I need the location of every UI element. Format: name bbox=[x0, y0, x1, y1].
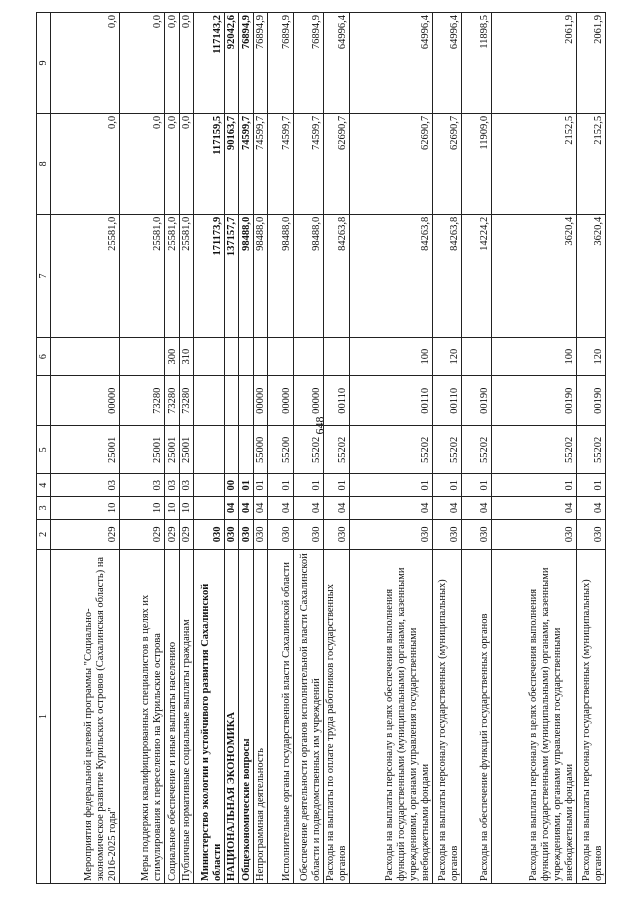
expense-type-code-cell: 100 bbox=[350, 338, 433, 376]
expense-type-code-cell bbox=[324, 338, 350, 376]
expense-type-code-cell: 100 bbox=[491, 338, 576, 376]
amount-2022-cell: 117159,5 bbox=[194, 113, 224, 214]
target-article-part2-cell bbox=[194, 376, 224, 426]
subsection-code-cell: 01 bbox=[294, 474, 324, 497]
budget-table bbox=[36, 12, 606, 884]
column-header: 7 bbox=[37, 214, 51, 338]
section-code-cell: 04 bbox=[350, 497, 433, 520]
ministry-code-cell: 029 bbox=[119, 519, 165, 549]
amount-2023-cell: 76894,9 bbox=[268, 13, 294, 114]
target-article-part1-cell bbox=[194, 426, 224, 474]
amount-2022-cell: 2152,5 bbox=[576, 113, 605, 214]
amount-2022-cell: 62690,7 bbox=[350, 113, 433, 214]
column-header: 2 bbox=[37, 519, 51, 549]
amount-2021-cell: 84263,8 bbox=[433, 214, 462, 338]
target-article-part1-cell: 25001 bbox=[51, 426, 120, 474]
table-row bbox=[268, 13, 294, 884]
section-code-cell: 04 bbox=[462, 497, 491, 520]
amount-2023-cell: 76894,9 bbox=[239, 13, 254, 114]
target-article-part1-cell: 25001 bbox=[165, 426, 180, 474]
target-article-part2-cell: 00110 bbox=[433, 376, 462, 426]
subsection-code-cell: 01 bbox=[433, 474, 462, 497]
amount-2022-cell: 0,0 bbox=[179, 113, 194, 214]
section-code-cell: 04 bbox=[433, 497, 462, 520]
subsection-code-cell: 03 bbox=[51, 474, 120, 497]
row-name-cell: НАЦИОНАЛЬНАЯ ЭКОНОМИКА bbox=[224, 549, 239, 883]
amount-2022-cell: 2152,5 bbox=[491, 113, 576, 214]
subsection-code-cell: 03 bbox=[119, 474, 165, 497]
target-article-part1-cell: 55202 bbox=[324, 426, 350, 474]
amount-2021-cell: 25581,0 bbox=[179, 214, 194, 338]
section-code-cell: 04 bbox=[491, 497, 576, 520]
ministry-code-cell: 030 bbox=[324, 519, 350, 549]
target-article-part1-cell: 55202 bbox=[433, 426, 462, 474]
table-row bbox=[350, 13, 433, 884]
amount-2021-cell: 84263,8 bbox=[324, 214, 350, 338]
section-code-cell: 04 bbox=[324, 497, 350, 520]
ministry-code-cell: 030 bbox=[491, 519, 576, 549]
amount-2023-cell: 2061,9 bbox=[576, 13, 605, 114]
subsection-code-cell: 00 bbox=[224, 474, 239, 497]
amount-2021-cell: 98488,0 bbox=[294, 214, 324, 338]
row-name-cell: Расходы на выплаты персоналу государственных (муниципальных) органов bbox=[433, 549, 462, 883]
target-article-part2-cell bbox=[239, 376, 254, 426]
target-article-part1-cell: 55202 bbox=[350, 426, 433, 474]
column-header: 4 bbox=[37, 474, 51, 497]
table-row bbox=[491, 13, 576, 884]
expense-type-code-cell: 310 bbox=[179, 338, 194, 376]
column-header: 3 bbox=[37, 497, 51, 520]
table-row bbox=[324, 13, 350, 884]
ministry-code-cell: 029 bbox=[179, 519, 194, 549]
subsection-code-cell: 01 bbox=[350, 474, 433, 497]
amount-2021-cell: 14224,2 bbox=[462, 214, 491, 338]
column-header: 6 bbox=[37, 338, 51, 376]
amount-2022-cell: 62690,7 bbox=[433, 113, 462, 214]
target-article-part2-cell: 00000 bbox=[253, 376, 268, 426]
table-row bbox=[433, 13, 462, 884]
table-row bbox=[51, 13, 120, 884]
amount-2023-cell: 76894,9 bbox=[253, 13, 268, 114]
amount-2023-cell: 0,0 bbox=[179, 13, 194, 114]
subsection-code-cell: 01 bbox=[239, 474, 254, 497]
amount-2021-cell: 137157,7 bbox=[224, 214, 239, 338]
target-article-part2-cell: 73280 bbox=[119, 376, 165, 426]
budget-table-container bbox=[36, 12, 606, 884]
amount-2021-cell: 25581,0 bbox=[51, 214, 120, 338]
column-header bbox=[37, 376, 51, 426]
ministry-code-cell: 030 bbox=[462, 519, 491, 549]
row-name-cell: Публичные нормативные социальные выплаты гражданам bbox=[179, 549, 194, 883]
amount-2021-cell: 98488,0 bbox=[239, 214, 254, 338]
target-article-part2-cell: 00190 bbox=[462, 376, 491, 426]
amount-2023-cell: 64996,4 bbox=[433, 13, 462, 114]
subsection-code-cell: 01 bbox=[462, 474, 491, 497]
amount-2023-cell: 0,0 bbox=[119, 13, 165, 114]
ministry-code-cell: 030 bbox=[239, 519, 254, 549]
target-article-part1-cell: 55202 bbox=[491, 426, 576, 474]
table-header-row bbox=[37, 13, 51, 884]
target-article-part2-cell: 00190 bbox=[491, 376, 576, 426]
amount-2021-cell: 25581,0 bbox=[119, 214, 165, 338]
row-name-cell: Расходы на обеспечение функций государственных органов bbox=[462, 549, 491, 883]
column-header: 8 bbox=[37, 113, 51, 214]
table-row bbox=[462, 13, 491, 884]
table-row bbox=[194, 13, 224, 884]
ministry-code-cell: 030 bbox=[294, 519, 324, 549]
amount-2021-cell: 3620,4 bbox=[491, 214, 576, 338]
target-article-part1-cell: 55202 bbox=[294, 426, 324, 474]
target-article-part1-cell bbox=[224, 426, 239, 474]
amount-2023-cell: 76894,9 bbox=[294, 13, 324, 114]
target-article-part1-cell: 55202 bbox=[462, 426, 491, 474]
target-article-part2-cell: 00000 bbox=[268, 376, 294, 426]
table-row bbox=[239, 13, 254, 884]
amount-2021-cell: 98488,0 bbox=[268, 214, 294, 338]
expense-type-code-cell: 300 bbox=[165, 338, 180, 376]
target-article-part2-cell: 00190 bbox=[576, 376, 605, 426]
row-name-cell: Непрограммная деятельность bbox=[253, 549, 268, 883]
table-row bbox=[119, 13, 165, 884]
row-name-cell: Расходы на выплаты по оплате труда работников государственных органов bbox=[324, 549, 350, 883]
expense-type-code-cell bbox=[268, 338, 294, 376]
section-code-cell: 04 bbox=[239, 497, 254, 520]
section-code-cell bbox=[194, 497, 224, 520]
amount-2021-cell: 98488,0 bbox=[253, 214, 268, 338]
ministry-code-cell: 030 bbox=[576, 519, 605, 549]
amount-2021-cell: 3620,4 bbox=[576, 214, 605, 338]
row-name-cell: Расходы на выплаты персоналу государственных (муниципальных) органов bbox=[576, 549, 605, 883]
target-article-part1-cell: 55000 bbox=[253, 426, 268, 474]
column-header: 5 bbox=[37, 426, 51, 474]
target-article-part1-cell: 25001 bbox=[119, 426, 165, 474]
row-name-cell: Социальное обеспечение и иные выплаты населению bbox=[165, 549, 180, 883]
amount-2023-cell: 11898,5 bbox=[462, 13, 491, 114]
subsection-code-cell: 01 bbox=[324, 474, 350, 497]
page-number: 648 bbox=[312, 416, 327, 435]
amount-2023-cell: 2061,9 bbox=[491, 13, 576, 114]
expense-type-code-cell bbox=[294, 338, 324, 376]
subsection-code-cell: 03 bbox=[179, 474, 194, 497]
expense-type-code-cell bbox=[462, 338, 491, 376]
target-article-part1-cell: 55202 bbox=[576, 426, 605, 474]
section-code-cell: 10 bbox=[179, 497, 194, 520]
table-row bbox=[224, 13, 239, 884]
amount-2023-cell: 0,0 bbox=[51, 13, 120, 114]
amount-2022-cell: 11909,0 bbox=[462, 113, 491, 214]
table-row bbox=[576, 13, 605, 884]
ministry-code-cell: 030 bbox=[253, 519, 268, 549]
section-code-cell: 04 bbox=[224, 497, 239, 520]
ministry-code-cell: 029 bbox=[165, 519, 180, 549]
amount-2022-cell: 90163,7 bbox=[224, 113, 239, 214]
target-article-part2-cell bbox=[224, 376, 239, 426]
target-article-part1-cell bbox=[239, 426, 254, 474]
table-row bbox=[179, 13, 194, 884]
subsection-code-cell bbox=[194, 474, 224, 497]
column-header: 9 bbox=[37, 13, 51, 114]
ministry-code-cell: 029 bbox=[51, 519, 120, 549]
amount-2022-cell: 0,0 bbox=[119, 113, 165, 214]
ministry-code-cell: 030 bbox=[433, 519, 462, 549]
expense-type-code-cell bbox=[51, 338, 120, 376]
ministry-code-cell: 030 bbox=[224, 519, 239, 549]
amount-2023-cell: 92042,6 bbox=[224, 13, 239, 114]
expense-type-code-cell bbox=[253, 338, 268, 376]
subsection-code-cell: 01 bbox=[268, 474, 294, 497]
expense-type-code-cell bbox=[119, 338, 165, 376]
section-code-cell: 10 bbox=[119, 497, 165, 520]
target-article-part2-cell: 73280 bbox=[179, 376, 194, 426]
section-code-cell: 10 bbox=[165, 497, 180, 520]
target-article-part1-cell: 25001 bbox=[179, 426, 194, 474]
section-code-cell: 04 bbox=[576, 497, 605, 520]
table-row bbox=[165, 13, 180, 884]
target-article-part2-cell: 00000 bbox=[51, 376, 120, 426]
amount-2022-cell: 74599,7 bbox=[239, 113, 254, 214]
subsection-code-cell: 01 bbox=[576, 474, 605, 497]
table-row bbox=[253, 13, 268, 884]
expense-type-code-cell bbox=[194, 338, 224, 376]
row-name-cell: Обеспечение деятельности органов исполнительной власти Сахалинской области и подведомственных им учреждений bbox=[294, 549, 324, 883]
expense-type-code-cell bbox=[239, 338, 254, 376]
target-article-part2-cell: 00000 bbox=[294, 376, 324, 426]
row-name-cell: Министерство экологии и устойчивого развития Сахалинской области bbox=[194, 549, 224, 883]
section-code-cell: 04 bbox=[268, 497, 294, 520]
target-article-part2-cell: 73280 bbox=[165, 376, 180, 426]
amount-2022-cell: 0,0 bbox=[165, 113, 180, 214]
amount-2023-cell: 64996,4 bbox=[324, 13, 350, 114]
subsection-code-cell: 01 bbox=[253, 474, 268, 497]
expense-type-code-cell: 120 bbox=[576, 338, 605, 376]
target-article-part2-cell: 00110 bbox=[350, 376, 433, 426]
ministry-code-cell: 030 bbox=[268, 519, 294, 549]
ministry-code-cell: 030 bbox=[350, 519, 433, 549]
column-header: 1 bbox=[37, 549, 51, 883]
target-article-part1-cell: 55200 bbox=[268, 426, 294, 474]
section-code-cell: 04 bbox=[253, 497, 268, 520]
expense-type-code-cell: 120 bbox=[433, 338, 462, 376]
subsection-code-cell: 03 bbox=[165, 474, 180, 497]
section-code-cell: 04 bbox=[294, 497, 324, 520]
section-code-cell: 10 bbox=[51, 497, 120, 520]
amount-2021-cell: 171173,9 bbox=[194, 214, 224, 338]
amount-2022-cell: 0,0 bbox=[51, 113, 120, 214]
ministry-code-cell: 030 bbox=[194, 519, 224, 549]
row-name-cell: Общеэкономические вопросы bbox=[239, 549, 254, 883]
amount-2022-cell: 74599,7 bbox=[268, 113, 294, 214]
table-row bbox=[294, 13, 324, 884]
table-body bbox=[51, 13, 606, 884]
amount-2023-cell: 117143,2 bbox=[194, 13, 224, 114]
amount-2023-cell: 0,0 bbox=[165, 13, 180, 114]
expense-type-code-cell bbox=[224, 338, 239, 376]
amount-2022-cell: 62690,7 bbox=[324, 113, 350, 214]
row-name-cell: Исполнительные органы государственной власти Сахалинской области bbox=[268, 549, 294, 883]
row-name-cell: Меры поддержки квалифицированных специалистов в целях их стимулирования к переселению на Курильские острова bbox=[119, 549, 165, 883]
amount-2021-cell: 84263,8 bbox=[350, 214, 433, 338]
amount-2022-cell: 74599,7 bbox=[253, 113, 268, 214]
row-name-cell: Расходы на выплаты персоналу в целях обеспечения выполнения функций государственными (муниципальными) органами, казенными учреждениями, органами управления государственными внебюджетными фондами bbox=[350, 549, 433, 883]
amount-2023-cell: 64996,4 bbox=[350, 13, 433, 114]
amount-2022-cell: 74599,7 bbox=[294, 113, 324, 214]
target-article-part2-cell: 00110 bbox=[324, 376, 350, 426]
subsection-code-cell: 01 bbox=[491, 474, 576, 497]
row-name-cell: Мероприятия федеральной целевой программы "Социально-экономическое развитие Курильских островов (Сахалинская область) на 2016-2025 годы" bbox=[51, 549, 120, 883]
row-name-cell: Расходы на выплаты персоналу в целях обеспечения выполнения функций государственными (муниципальными) органами, казенными учреждениями, органами управления государственными внебюджетными фондами bbox=[491, 549, 576, 883]
amount-2021-cell: 25581,0 bbox=[165, 214, 180, 338]
